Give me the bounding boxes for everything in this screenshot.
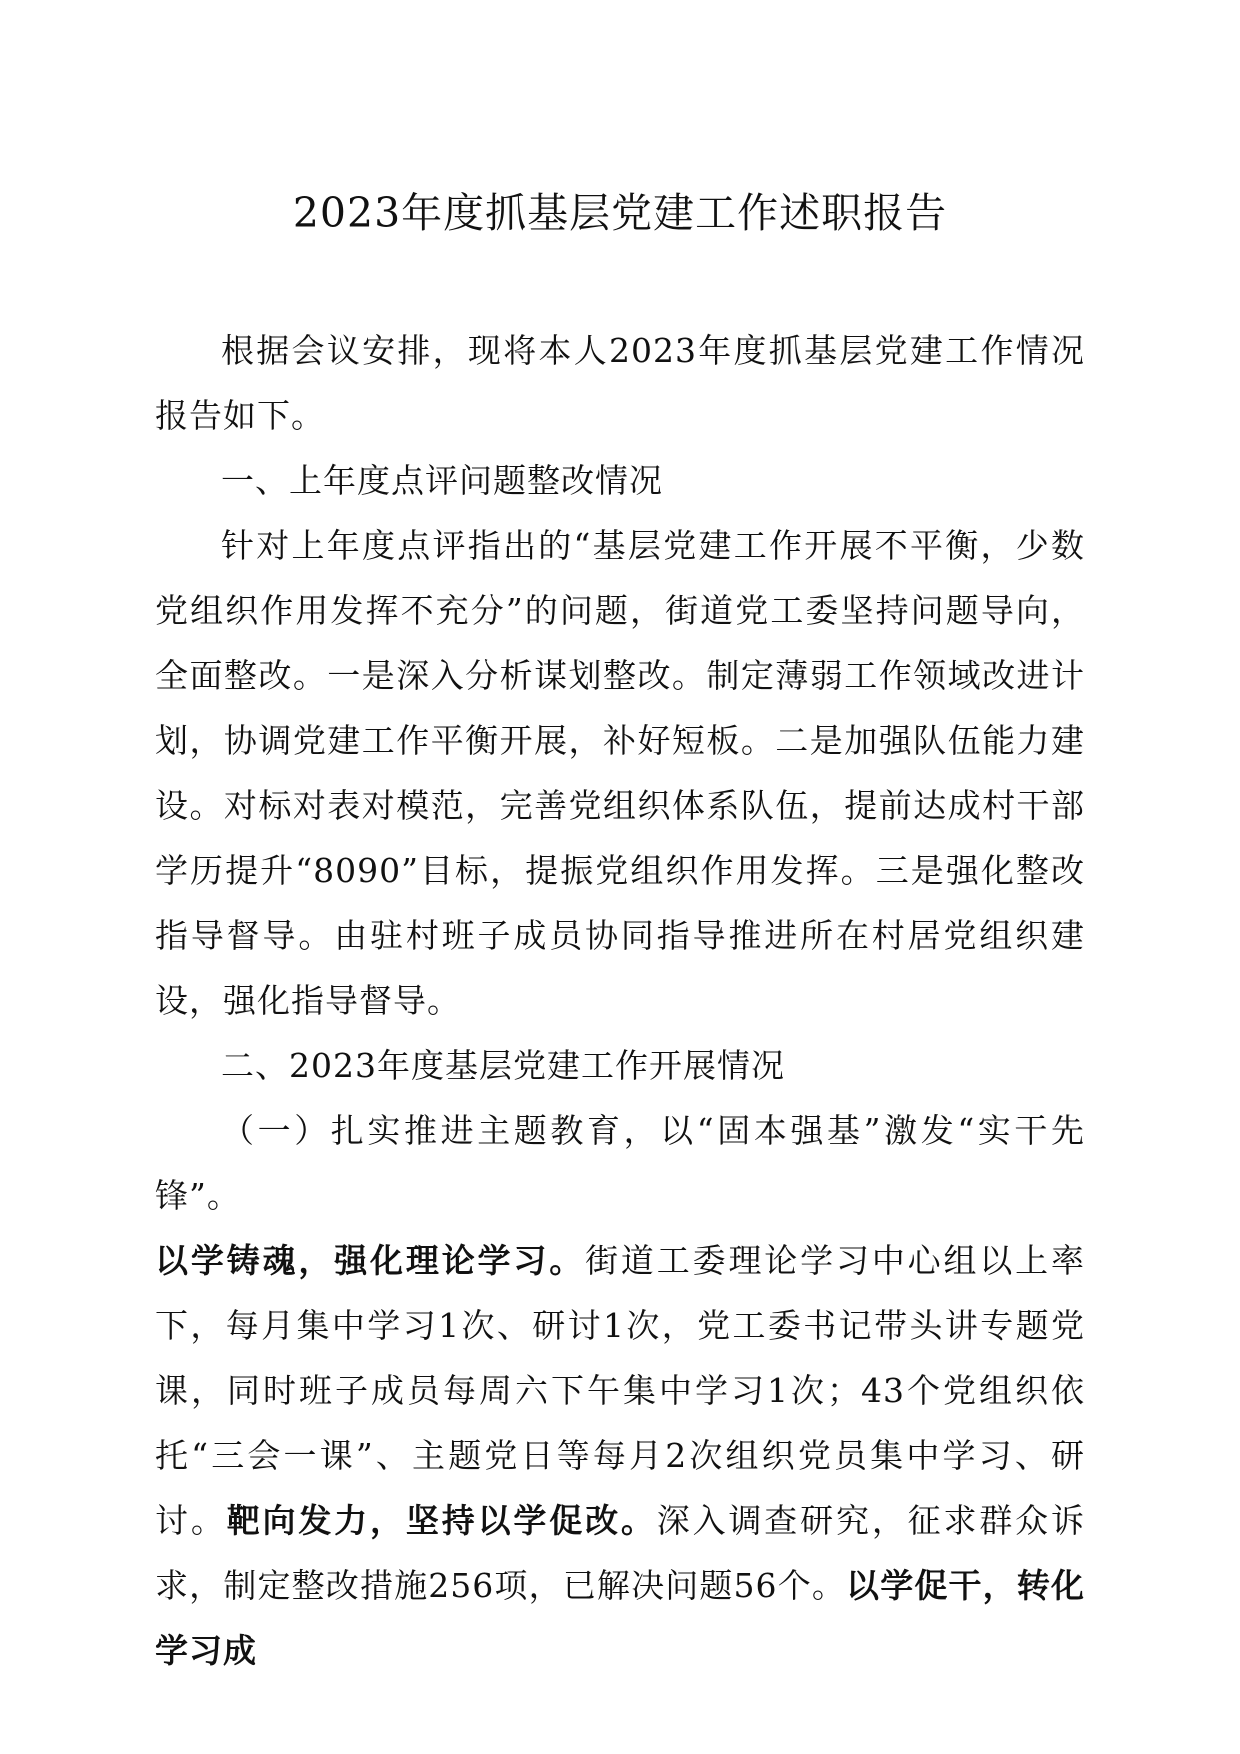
bold-lead-2: 靶向发力，坚持以学促改。 bbox=[226, 1501, 657, 1540]
section1-paragraph: 针对上年度点评指出的“基层党建工作开展不平衡，少数党组织作用发挥不充分”的问题，街道党工委坚持问题导向，全面整改。一是深入分析谋划整改。制定薄弱工作领域改进计划，协调党建工作平衡开展，补好短板。二是加强队伍能力建设。对标对表对模范，完善党组织体系队伍，提前达成村干部学历提升“8090”目标，提振党组织作用发挥。三是强化整改指导督导。由驻村班子成员协同指导推进所在村居党组织建设，强化指导督导。 bbox=[155, 526, 1085, 1020]
section2-text-1: 街道工委理论学习中心组以上率下，每月集中学习1次、研讨1次，党工委书记带头讲专题党课，同时班子成员每周六下午集中学习1次；43个党组织依托“三会一课”、主题党日等每月2次组织党员集中学习、研讨。 bbox=[155, 1241, 1086, 1540]
section1-heading: 一、上年度点评问题整改情况 bbox=[221, 461, 663, 500]
bold-lead-1: 以学铸魂，强化理论学习。 bbox=[155, 1241, 586, 1280]
section2-paragraph bbox=[155, 1228, 1085, 1683]
document-title: 2023年度抓基层党建工作述职报告 bbox=[292, 189, 948, 237]
document-body bbox=[155, 318, 1085, 1683]
bold-lead-3: 以学促干，转化学习成 bbox=[155, 1566, 1085, 1670]
intro-paragraph: 根据会议安排，现将本人2023年度抓基层党建工作情况报告如下。 bbox=[155, 331, 1085, 435]
section2-text-2: 深入调查研究，征求群众诉求，制定整改措施256项，已解决问题56个。 bbox=[155, 1501, 1086, 1605]
section2-heading: 二、2023年度基层党建工作开展情况 bbox=[221, 1046, 785, 1085]
section2-subheading: （一）扎实推进主题教育，以“固本强基”激发“实干先锋”。 bbox=[155, 1111, 1085, 1215]
